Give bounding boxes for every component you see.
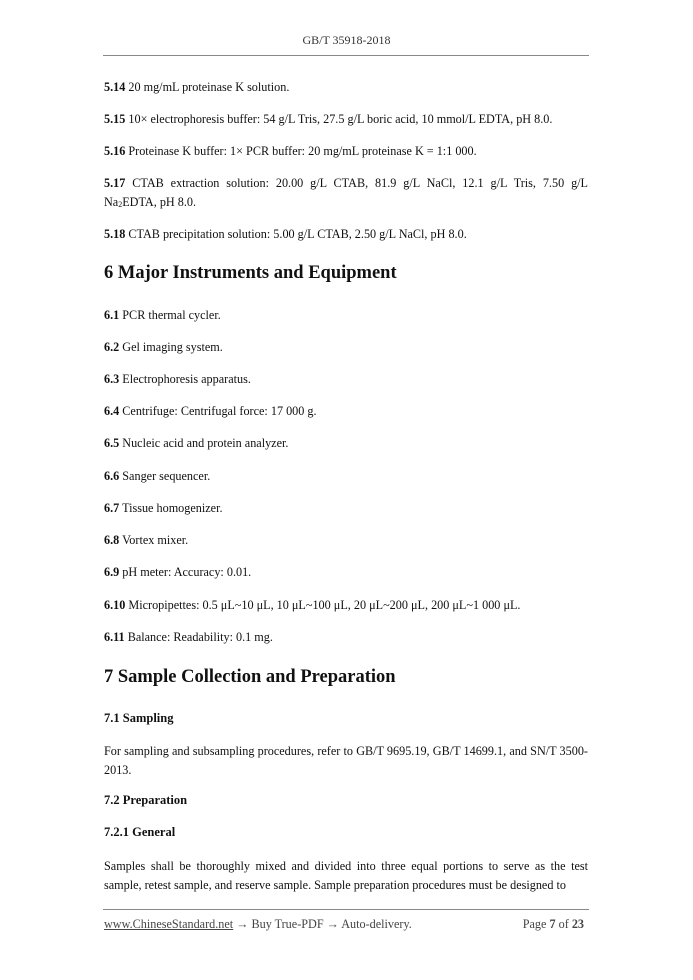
page-current: 7 [549, 917, 556, 931]
clause-number: 6.6 [104, 469, 120, 483]
clause-5-14 [104, 78, 588, 97]
clause-number: 6.9 [104, 565, 120, 579]
clause-5-17 [104, 174, 588, 214]
clause-text: pH meter: Accuracy: 0.01. [122, 565, 252, 579]
clause-6-2 [104, 338, 588, 357]
subscript: 2 [118, 199, 123, 209]
clause-text: Balance: Readability: 0.1 mg. [127, 630, 273, 644]
clause-6-6 [104, 467, 588, 486]
page-of: of [558, 917, 569, 931]
clause-text: Nucleic acid and protein analyzer. [122, 436, 289, 450]
clause-text: Sanger sequencer. [122, 469, 211, 483]
clause-number: 5.18 [104, 227, 126, 241]
page-indicator [523, 917, 584, 932]
page-total: 23 [571, 917, 584, 931]
clause-6-7 [104, 499, 588, 518]
subsection-7-2-1-heading: 7.2.1 General [104, 825, 176, 839]
clause-6-11 [104, 628, 588, 647]
subsection-7-1-text: For sampling and subsampling procedures, refer to GB/T 9695.19, GB/T 14699.1, and SN/T 3500-2013. [104, 744, 588, 777]
arrow-icon: → [326, 917, 339, 931]
clause-number: 6.1 [104, 308, 120, 322]
clause-text: PCR thermal cycler. [122, 308, 221, 322]
document-id-header: GB/T 35918-2018 [302, 33, 391, 47]
header-divider [103, 55, 589, 56]
clause-6-9 [104, 563, 588, 582]
clause-text: 10× electrophoresis buffer: 54 g/L Tris, 27.5 g/L boric acid, 10 mmol/L EDTA, pH 8.0. [128, 112, 553, 126]
page-footer [104, 917, 588, 932]
clause-text: Micropipettes: 0.5 μL~10 μL, 10 μL~100 μL, 20 μL~200 μL, 200 μL~1 000 μL. [128, 598, 521, 612]
page-label: Page [522, 917, 547, 931]
section-6-heading: 6 Major Instruments and Equipment [104, 263, 397, 283]
clause-text-cont: EDTA, pH 8.0. [122, 194, 197, 209]
clause-6-10 [104, 596, 588, 615]
clause-number: 6.2 [104, 340, 120, 354]
footer-divider [103, 909, 589, 910]
clause-number: 6.11 [104, 630, 125, 644]
auto-delivery-text: Auto-delivery. [341, 917, 412, 931]
clause-text: 20 mg/mL proteinase K solution. [128, 80, 290, 94]
subsection-7-2-heading: 7.2 Preparation [104, 793, 188, 807]
clause-number: 6.4 [104, 404, 120, 418]
clause-text: Proteinase K buffer: 1× PCR buffer: 20 mg/mL proteinase K = 1:1 000. [128, 144, 477, 158]
clause-text: Electrophoresis apparatus. [122, 372, 251, 386]
clause-text: Centrifuge: Centrifugal force: 17 000 g. [122, 404, 317, 418]
clause-6-1 [104, 306, 588, 325]
clause-5-16 [104, 142, 588, 161]
subsection-7-1-heading: 7.1 Sampling [104, 711, 174, 725]
subsection-7-2-1-text: Samples shall be thoroughly mixed and divided into three equal portions to serve as the test sample, retest sample, and reserve sample. Sample preparation procedures must be designed to [104, 859, 588, 892]
clause-text: Gel imaging system. [122, 340, 223, 354]
clause-5-18 [104, 225, 588, 244]
clause-text: Tissue homogenizer. [122, 501, 223, 515]
clause-number: 5.15 [104, 112, 126, 126]
website-link[interactable]: www.ChineseStandard.net [104, 917, 234, 931]
clause-6-8 [104, 531, 588, 550]
clause-6-5 [104, 434, 588, 453]
section-7-heading: 7 Sample Collection and Preparation [104, 667, 396, 687]
clause-number: 5.17 [104, 176, 126, 190]
clause-number: 5.14 [104, 80, 126, 94]
clause-5-15 [104, 110, 588, 129]
clause-6-3 [104, 370, 588, 389]
arrow-icon: → [236, 917, 249, 931]
clause-number: 6.8 [104, 533, 120, 547]
clause-text: CTAB precipitation solution: 5.00 g/L CTAB, 2.50 g/L NaCl, pH 8.0. [128, 227, 467, 241]
clause-text: Vortex mixer. [122, 533, 189, 547]
clause-number: 6.5 [104, 436, 120, 450]
buy-pdf-text: Buy True-PDF [251, 917, 324, 931]
clause-number: 5.16 [104, 144, 126, 158]
clause-text: CTAB extraction solution: 20.00 g/L CTAB, 81.9 g/L NaCl, 12.1 g/L Tris, 7.50 g/L Na [104, 176, 588, 209]
clause-number: 6.3 [104, 372, 120, 386]
clause-number: 6.7 [104, 501, 120, 515]
clause-6-4 [104, 402, 588, 421]
clause-number: 6.10 [104, 598, 126, 612]
